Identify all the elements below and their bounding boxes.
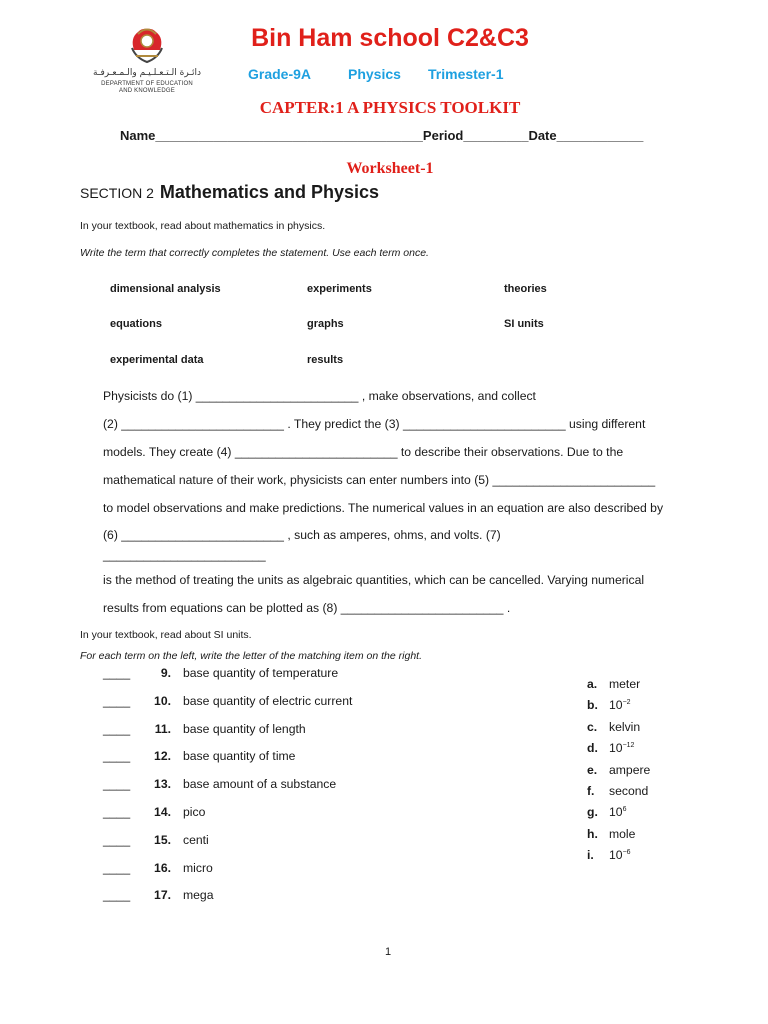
term-item: theories: [504, 283, 547, 295]
school-title: Bin Ham school C2&C3: [251, 24, 529, 52]
term-item: experimental data: [110, 354, 204, 366]
name-period-date-line: Name_____________________________________Period_________Date____________: [120, 128, 644, 143]
term-item: graphs: [307, 318, 344, 330]
worksheet-title: Worksheet-1: [346, 160, 434, 177]
paragraph-line: ________________________: [103, 548, 266, 562]
grade-label: Grade-9A: [248, 66, 312, 82]
choice-item: e. ampere: [587, 763, 651, 777]
question-text: micro: [183, 861, 213, 875]
question-number: 17.: [154, 888, 171, 902]
paragraph-line: (6) ________________________ , such as amperes, ohms, and volts. (7): [103, 528, 501, 542]
question-number: 12.: [154, 749, 171, 763]
logo-arabic-text: دائـرة الـتـعـلـيـم والـمـعـرفـة: [93, 68, 201, 78]
subject-label: Physics: [348, 66, 401, 82]
choice-item: i. $10^{-6}$: [587, 848, 631, 862]
question-row: [103, 861, 213, 875]
term-item: results: [307, 354, 344, 366]
question-text: base quantity of temperature: [183, 666, 339, 680]
read-instruction: In your textbook, read about mathematics in physics.: [80, 220, 326, 232]
section-label: SECTION 2: [80, 185, 154, 201]
logo-english-text: DEPARTMENT OF EDUCATION AND KNOWLEDGE: [101, 81, 193, 94]
trimester-label: Trimester-1: [428, 66, 504, 82]
answer-blank: ____: [103, 666, 131, 680]
term-item: dimensional analysis: [110, 283, 221, 295]
choice-item: f. second: [587, 784, 649, 798]
paragraph-line: is the method of treating the units as algebraic quantities, which can be cancelled. Varying numerical: [103, 573, 645, 587]
paragraph-line: mathematical nature of their work, physicists can enter numbers into (5) ________________________: [103, 473, 656, 487]
choice-item: c. kelvin: [587, 720, 641, 734]
question-number: 9.: [160, 666, 171, 680]
choice-item: h. mole: [587, 827, 636, 841]
question-number: 15.: [154, 833, 171, 847]
answer-blank: ____: [103, 805, 131, 819]
section-heading: [80, 182, 379, 203]
question-row: [103, 888, 214, 902]
question-number: 14.: [154, 805, 171, 819]
question-text: centi: [183, 833, 209, 847]
question-number: 11.: [154, 722, 171, 736]
question-row: [103, 833, 209, 847]
paragraph-line: models. They create (4) ________________________ to describe their observations. Due to the: [103, 445, 624, 459]
question-text: base quantity of electric current: [183, 694, 353, 708]
question-row: [103, 722, 306, 736]
question-row: [103, 777, 336, 791]
answer-blank: ____: [103, 749, 131, 763]
chapter-title: CAPTER:1 A PHYSICS TOOLKIT: [259, 98, 521, 117]
choice-item: a. meter: [587, 677, 641, 691]
answer-blank: ____: [103, 722, 131, 736]
choice-item: b. $10^{-2}$: [587, 698, 631, 712]
answer-blank: ____: [103, 833, 131, 847]
paragraph-line: (2) ________________________ . They predict the (3) ________________________ using different: [103, 417, 646, 431]
question-text: base quantity of time: [183, 749, 296, 763]
term-item: SI units: [504, 318, 544, 330]
answer-blank: ____: [103, 694, 131, 708]
question-text: base amount of a substance: [183, 777, 337, 791]
section-title: Mathematics and Physics: [159, 182, 379, 202]
term-item: experiments: [307, 283, 372, 295]
paragraph-line: to model observations and make predictions. The numerical values in an equation are also described by: [103, 501, 664, 515]
write-instruction: Write the term that correctly completes the statement. Use each term once.: [80, 247, 429, 259]
page-number: 1: [384, 946, 392, 958]
question-row: [103, 694, 352, 708]
question-row: [103, 666, 338, 680]
paragraph-line: Physicists do (1) ________________________ , make observations, and collect: [103, 389, 536, 403]
answer-blank: ____: [103, 777, 131, 791]
answer-blank: ____: [103, 861, 131, 875]
question-text: pico: [183, 805, 206, 819]
question-text: base quantity of length: [183, 722, 306, 736]
question-text: mega: [183, 888, 214, 902]
match-instruction: For each term on the left, write the letter of the matching item on the right.: [80, 650, 422, 662]
paragraph-line: results from equations can be plotted as (8) ________________________ .: [103, 601, 511, 615]
answer-blank: ____: [103, 888, 131, 902]
term-item: equations: [110, 318, 162, 330]
question-number: 16.: [154, 861, 171, 875]
choice-item: d. $10^{-12}$: [587, 741, 635, 755]
si-read-instruction: In your textbook, read about SI units.: [80, 629, 252, 641]
question-row: [103, 749, 295, 763]
choice-item: g. $10^6$: [587, 805, 627, 819]
question-number: 13.: [154, 777, 171, 791]
question-row: [103, 805, 205, 819]
question-number: 10.: [154, 694, 171, 708]
